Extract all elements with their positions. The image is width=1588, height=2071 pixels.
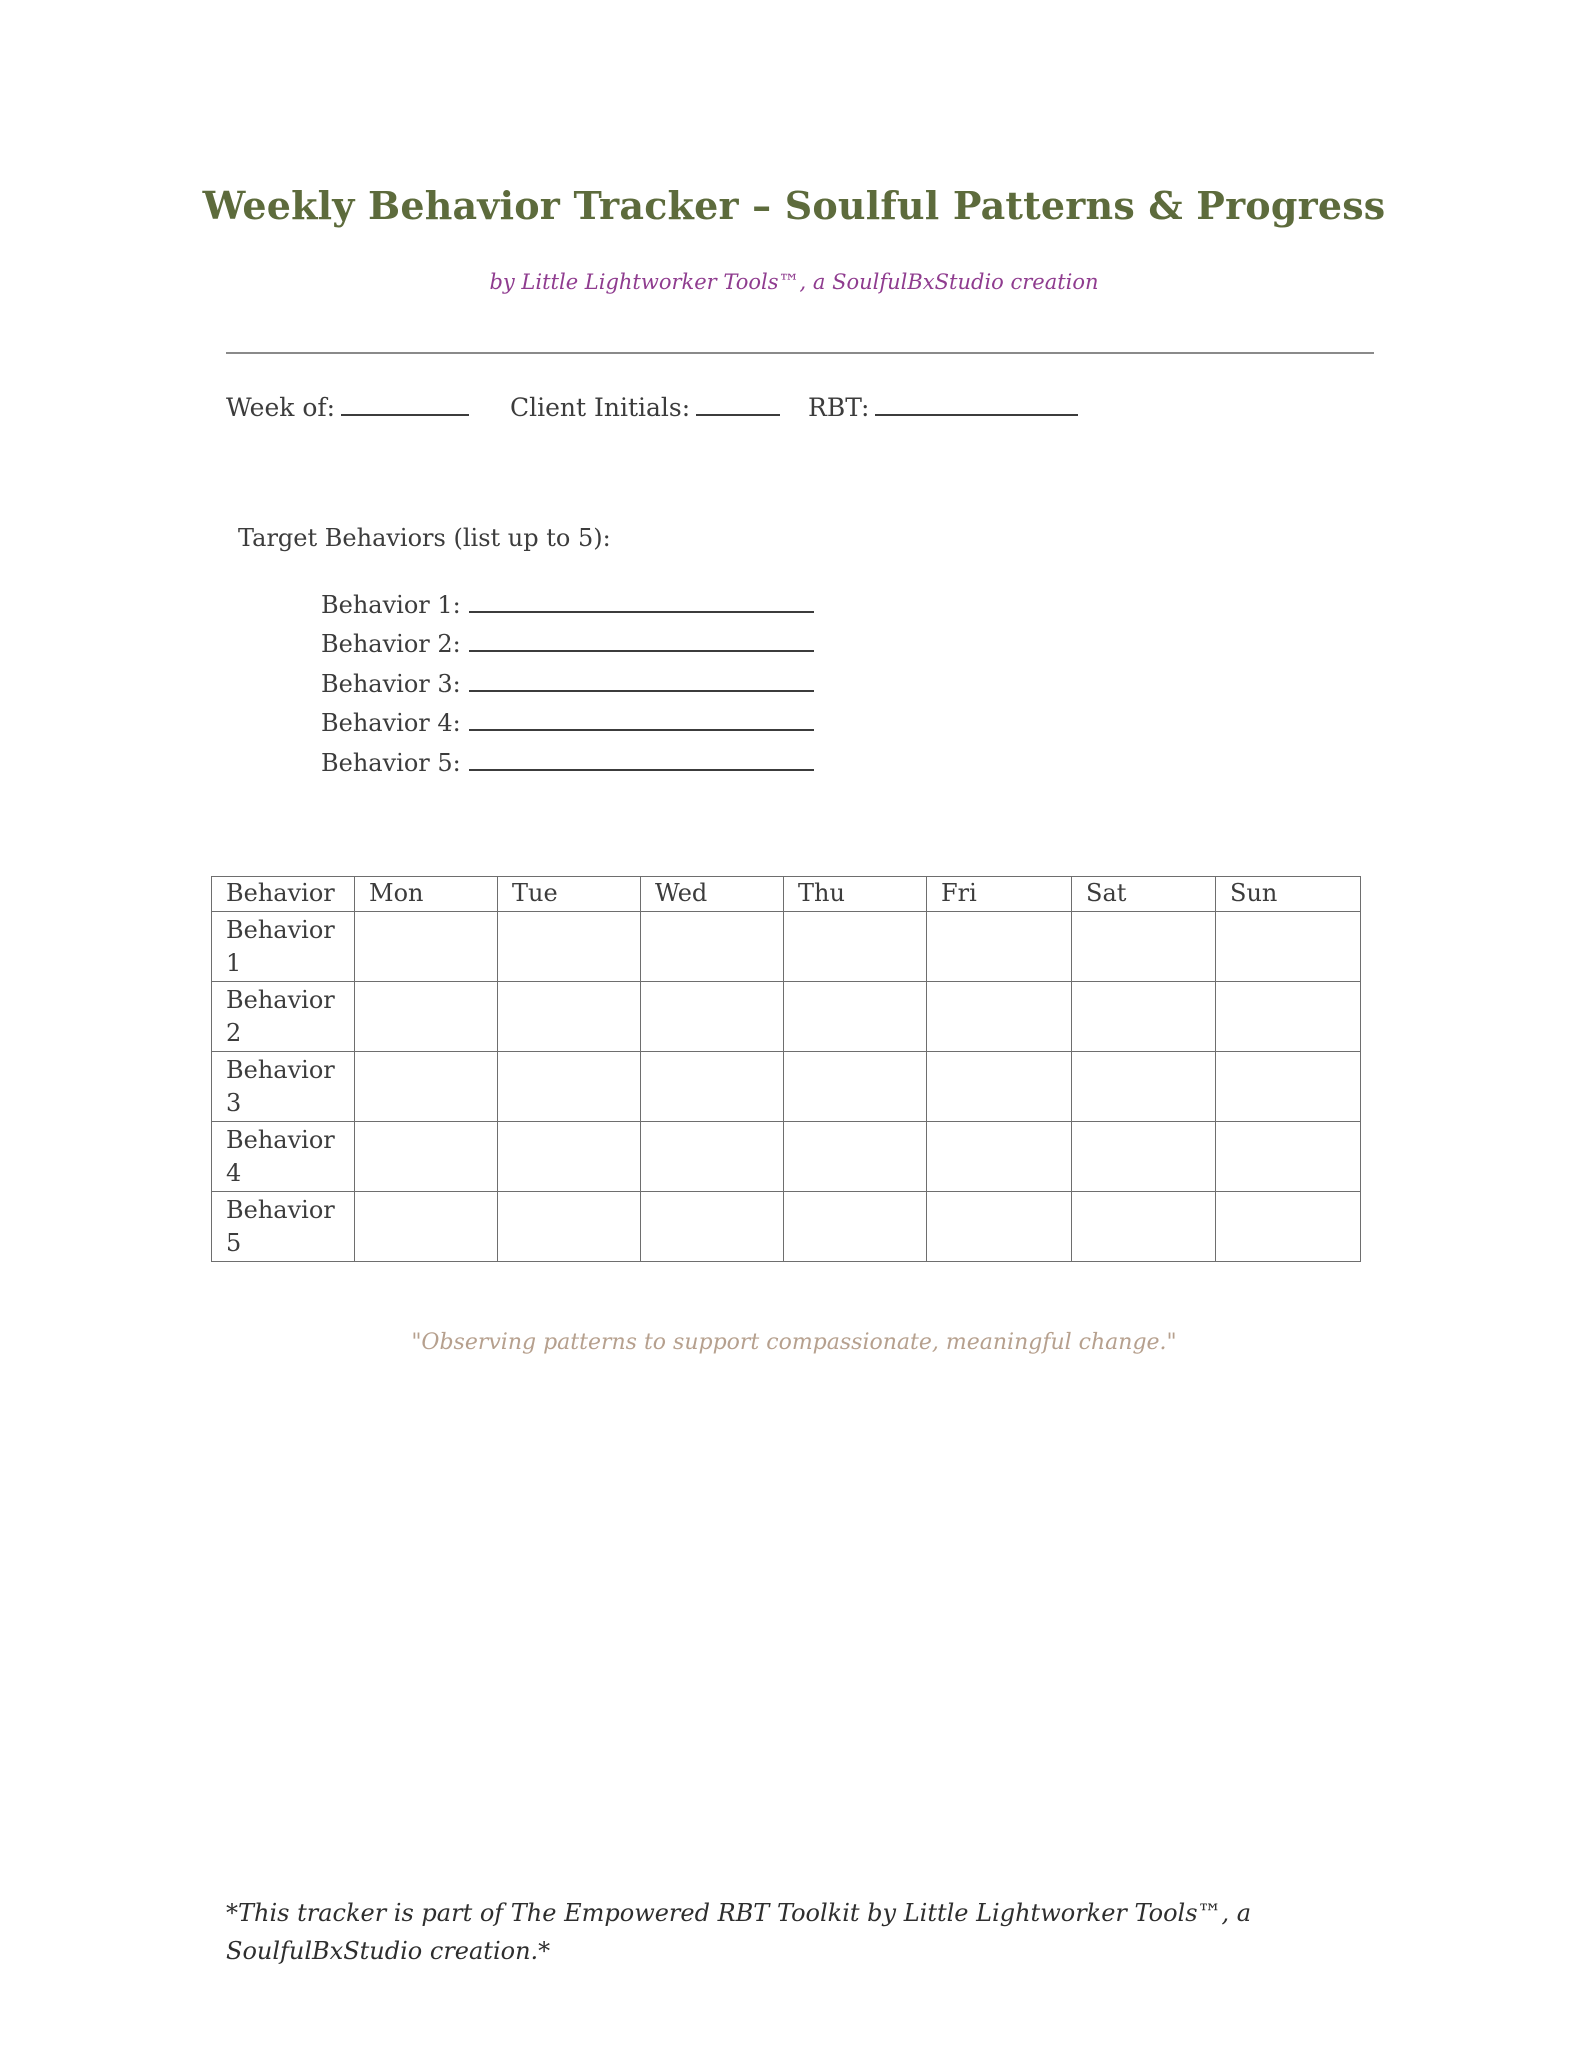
- target-behavior-label: Behavior 3:: [321, 670, 461, 698]
- client-initials-label: Client Initials:: [510, 393, 691, 422]
- target-behavior-label: Behavior 5:: [321, 749, 461, 777]
- target-behavior-1[interactable]: [321, 589, 814, 619]
- target-behavior-blank[interactable]: [469, 747, 814, 771]
- tracking-cell[interactable]: [641, 1052, 784, 1122]
- tracking-cell[interactable]: [1216, 982, 1361, 1052]
- tracking-cell[interactable]: [784, 1052, 927, 1122]
- tracking-cell[interactable]: [641, 912, 784, 982]
- table-row: [212, 982, 1361, 1052]
- motivational-quote: "Observing patterns to support compassionate, meaningful change.": [411, 1330, 1177, 1355]
- tracking-cell[interactable]: [1216, 912, 1361, 982]
- week-of-field[interactable]: [226, 392, 469, 422]
- client-initials-field[interactable]: [510, 392, 780, 422]
- week-of-label: Week of:: [226, 393, 336, 422]
- tracking-cell[interactable]: [498, 982, 641, 1052]
- tracking-cell[interactable]: [355, 982, 498, 1052]
- tracking-cell[interactable]: [498, 1122, 641, 1192]
- tracking-cell[interactable]: [641, 1122, 784, 1192]
- target-behavior-blank[interactable]: [469, 589, 814, 613]
- tracking-cell[interactable]: [1072, 1192, 1216, 1262]
- tracking-cell[interactable]: [355, 1192, 498, 1262]
- tracking-cell[interactable]: [927, 1052, 1072, 1122]
- tracking-cell[interactable]: [355, 912, 498, 982]
- rbt-field[interactable]: [808, 392, 1078, 422]
- tracking-cell[interactable]: [1216, 1122, 1361, 1192]
- tracking-cell[interactable]: [641, 1192, 784, 1262]
- tracking-cell[interactable]: [1072, 982, 1216, 1052]
- page-title: Weekly Behavior Tracker – Soulful Patterns & Progress: [202, 183, 1386, 228]
- tracking-cell[interactable]: [784, 1192, 927, 1262]
- tracking-cell[interactable]: [1216, 1192, 1361, 1262]
- column-header-fri: Fri: [927, 877, 1072, 912]
- tracking-cell[interactable]: [498, 912, 641, 982]
- target-behavior-blank[interactable]: [469, 707, 814, 731]
- row-header: Behavior 2: [212, 982, 355, 1052]
- tracking-cell[interactable]: [927, 912, 1072, 982]
- target-behavior-label: Behavior 1:: [321, 591, 461, 619]
- table-header-row: [212, 877, 1361, 912]
- table-row: [212, 912, 1361, 982]
- tracking-cell[interactable]: [784, 982, 927, 1052]
- target-behavior-blank[interactable]: [469, 668, 814, 692]
- behavior-tracking-table: [211, 876, 1361, 1262]
- table-row: [212, 1122, 1361, 1192]
- page-subtitle: by Little Lightworker Tools™, a SoulfulBxStudio creation: [489, 270, 1099, 294]
- tracking-cell[interactable]: [641, 982, 784, 1052]
- column-header-wed: Wed: [641, 877, 784, 912]
- tracking-cell[interactable]: [1072, 1122, 1216, 1192]
- tracking-cell[interactable]: [927, 982, 1072, 1052]
- tracking-cell[interactable]: [784, 1122, 927, 1192]
- column-header-sat: Sat: [1072, 877, 1216, 912]
- footnote: *This tracker is part of The Empowered RBT Toolkit by Little Lightworker Tools™, a SoulfulBxStudio creation.*: [226, 1899, 1252, 1965]
- target-behavior-label: Behavior 4:: [321, 709, 461, 737]
- row-header: Behavior 1: [212, 912, 355, 982]
- target-behavior-blank[interactable]: [469, 628, 814, 652]
- row-header: Behavior 5: [212, 1192, 355, 1262]
- target-behavior-2[interactable]: [321, 628, 814, 658]
- week-of-blank[interactable]: [341, 392, 469, 416]
- tracking-cell[interactable]: [784, 912, 927, 982]
- column-header-thu: Thu: [784, 877, 927, 912]
- tracking-cell[interactable]: [1072, 912, 1216, 982]
- column-header-behavior: Behavior: [212, 877, 355, 912]
- tracking-cell[interactable]: [498, 1052, 641, 1122]
- target-behavior-5[interactable]: [321, 747, 814, 777]
- rbt-label: RBT:: [808, 393, 870, 422]
- row-header: Behavior 4: [212, 1122, 355, 1192]
- tracking-cell[interactable]: [498, 1192, 641, 1262]
- tracking-cell[interactable]: [1216, 1052, 1361, 1122]
- tracking-cell[interactable]: [927, 1192, 1072, 1262]
- rbt-blank[interactable]: [875, 392, 1078, 416]
- row-header: Behavior 3: [212, 1052, 355, 1122]
- header-divider: [226, 352, 1374, 354]
- target-behavior-3[interactable]: [321, 668, 814, 698]
- column-header-mon: Mon: [355, 877, 498, 912]
- table-row: [212, 1192, 1361, 1262]
- column-header-tue: Tue: [498, 877, 641, 912]
- target-behavior-label: Behavior 2:: [321, 630, 461, 658]
- target-behaviors-heading: Target Behaviors (list up to 5):: [238, 524, 611, 552]
- tracking-cell[interactable]: [355, 1122, 498, 1192]
- tracking-cell[interactable]: [1072, 1052, 1216, 1122]
- table-row: [212, 1052, 1361, 1122]
- client-initials-blank[interactable]: [696, 392, 780, 416]
- tracking-cell[interactable]: [927, 1122, 1072, 1192]
- tracking-cell[interactable]: [355, 1052, 498, 1122]
- column-header-sun: Sun: [1216, 877, 1361, 912]
- target-behavior-4[interactable]: [321, 707, 814, 737]
